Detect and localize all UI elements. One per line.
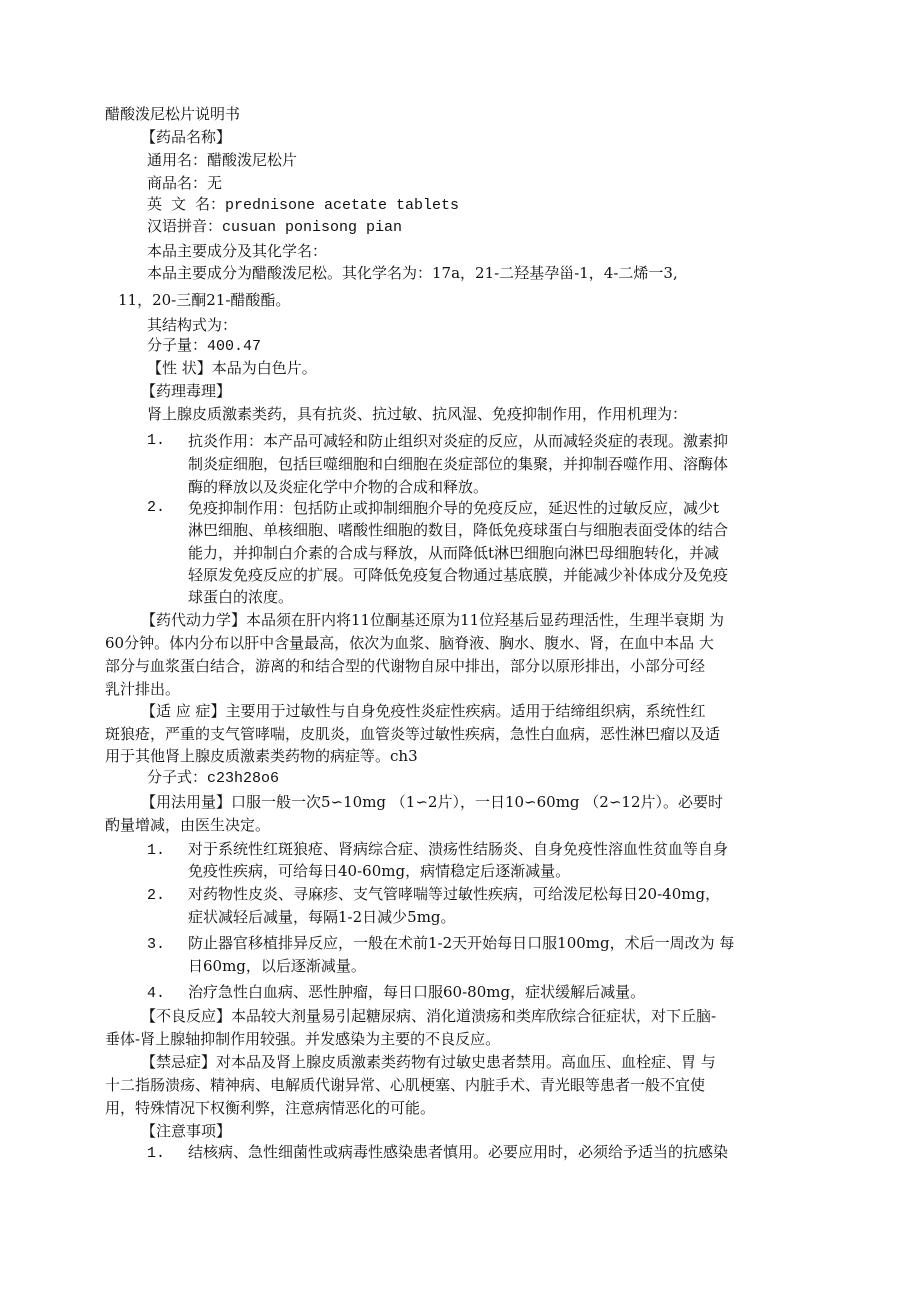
pharmacology-intro: 肾上腺皮质激素类药，具有抗炎、抗过敏、抗风湿、免疫抑制作用，作用机理为： bbox=[147, 405, 688, 423]
molecular-weight: 分子量：400.47 bbox=[147, 338, 262, 355]
list-item-line: 结核病、急性细菌性或病毒性感染患者慎用。必要应用时，必须给予适当的抗感染 bbox=[188, 1143, 729, 1161]
list-item-line: 免疫性疾病，可给每日40-60mg，病情稳定后逐渐减量。 bbox=[188, 862, 571, 880]
list-number: 1. bbox=[147, 1145, 166, 1162]
generic-name: 通用名：醋酸泼尼松片 bbox=[147, 151, 298, 169]
contraindications-line: 用，特殊情况下权衡利弊，注意病情恶化的可能。 bbox=[105, 1099, 436, 1117]
document-title: 醋酸泼尼松片说明书 bbox=[105, 105, 241, 123]
list-number: 3. bbox=[147, 936, 166, 953]
pharmacokinetics-line: 【药代动力学】本品须在肝内将11位酮基还原为11位羟基后显药理活性，生理半衰期 为 bbox=[141, 611, 724, 629]
list-number: 1. bbox=[147, 842, 166, 859]
composition-heading: 本品主要成分及其化学名： bbox=[147, 242, 328, 260]
list-item-line: 日60mg，以后逐渐减量。 bbox=[188, 957, 366, 975]
composition-line: 本品主要成分为醋酸泼尼松。其化学名为：17a，21-二羟基孕甾-1，4-二烯一3, bbox=[147, 264, 678, 282]
list-item-line: 球蛋白的浓度。 bbox=[188, 588, 294, 606]
list-item-line: 淋巴细胞、单核细胞、嗜酸性细胞的数目，降低免疫球蛋白与细胞表面受体的结合 bbox=[188, 521, 729, 539]
pharmacology-heading: 【药理毒理】 bbox=[141, 382, 232, 400]
list-item-line: 轻原发免疫反应的扩展。可降低免疫复合物通过基底膜，并能减少补体成分及免疫 bbox=[188, 566, 729, 584]
appearance: 【性 状】本品为白色片。 bbox=[147, 359, 317, 377]
list-number: 2. bbox=[147, 499, 166, 516]
pinyin-name: 汉语拼音：cusuan ponisong pian bbox=[147, 219, 403, 236]
adverse-reactions-line: 垂体-肾上腺轴抑制作用较强。并发感染为主要的不良反应。 bbox=[105, 1030, 501, 1048]
indications-line: 用于其他肾上腺皮质激素类药物的病症等。ch3 bbox=[105, 747, 418, 765]
list-number: 1. bbox=[147, 432, 166, 449]
adverse-reactions-line: 【不良反应】本品较大剂量易引起糖尿病、消化道溃疡和类库欣综合征症状，对下丘脑- bbox=[141, 1007, 717, 1025]
list-item-line: 抗炎作用：本产品可减轻和防止组织对炎症的反应，从而减轻炎症的表现。激素抑 bbox=[188, 432, 729, 450]
list-item-line: 免疫抑制作用：包括防止或抑制细胞介导的免疫反应，延迟性的过敏反应，减少t bbox=[188, 499, 720, 517]
list-item-line: 治疗急性白血病、恶性肿瘤，每日口服60-80mg，症状缓解后减量。 bbox=[188, 983, 646, 1001]
list-item-line: 防止器官移植排异反应，一般在术前1-2天开始每日口服100mg，术后一周改为 每 bbox=[188, 934, 735, 952]
trade-name: 商品名：无 bbox=[147, 174, 223, 192]
precautions-heading: 【注意事项】 bbox=[141, 1122, 232, 1140]
list-item-line: 对于系统性红斑狼疮、肾病综合症、溃疡性结肠炎、自身免疫性溶血性贫血等自身 bbox=[188, 840, 729, 858]
composition-line: 11，20-三酮21-醋酸酯。 bbox=[118, 291, 291, 309]
molecular-formula: 分子式：c23h28o6 bbox=[147, 770, 280, 787]
list-number: 4. bbox=[147, 985, 166, 1002]
english-name: 英 文 名：prednisone acetate tablets bbox=[147, 197, 460, 214]
list-item-line: 症状减轻后减量，每隔1-2日减少5mg。 bbox=[188, 908, 456, 926]
list-item-line: 能力，并抑制白介素的合成与释放，从而降低t淋巴细胞向淋巴母细胞转化，并减 bbox=[188, 544, 720, 562]
dosage-line: 【用法用量】口服一般一次5∽10mg （1∽2片），一日10∽60mg （2∽12片）。必要时 bbox=[141, 793, 723, 811]
list-item-line: 对药物性皮炎、寻麻疹、支气管哮喘等过敏性疾病，可给泼尼松每日20-40mg， bbox=[188, 885, 721, 903]
indications-line: 【适 应 症】主要用于过敏性与自身免疫性炎症性疾病。适用于结缔组织病，系统性红 bbox=[141, 702, 706, 720]
list-item-line: 酶的释放以及炎症化学中介物的合成和释放。 bbox=[188, 478, 489, 496]
structure-label: 其结构式为： bbox=[147, 316, 238, 334]
contraindications-line: 十二指肠溃疡、精神病、电解质代谢异常、心肌梗塞、内脏手术、青光眼等患者一般不宜使 bbox=[105, 1076, 706, 1094]
contraindications-line: 【禁忌症】对本品及肾上腺皮质激素类药物有过敏史患者禁用。高血压、血栓症、胃 与 bbox=[141, 1053, 716, 1071]
drug-name-heading: 【药品名称】 bbox=[141, 128, 232, 146]
indications-line: 斑狼疮，严重的支气管哮喘，皮肌炎，血管炎等过敏性疾病，急性白血病，恶性淋巴瘤以及适 bbox=[105, 725, 721, 743]
list-item-line: 制炎症细胞，包括巨噬细胞和白细胞在炎症部位的集聚，并抑制吞噬作用、溶酶体 bbox=[188, 455, 729, 473]
pharmacokinetics-line: 部分与血浆蛋白结合，游离的和结合型的代谢物自尿中排出，部分以原形排出，小部分可经 bbox=[105, 657, 706, 675]
pharmacokinetics-line: 乳汁排出。 bbox=[105, 680, 181, 698]
list-number: 2. bbox=[147, 887, 166, 904]
pharmacokinetics-line: 60分钟。体内分布以肝中含量最高，依次为血浆、脑脊液、胸水、腹水、肾，在血中本品 大 bbox=[105, 634, 714, 652]
dosage-line: 酌量增减，由医生决定。 bbox=[105, 816, 271, 834]
